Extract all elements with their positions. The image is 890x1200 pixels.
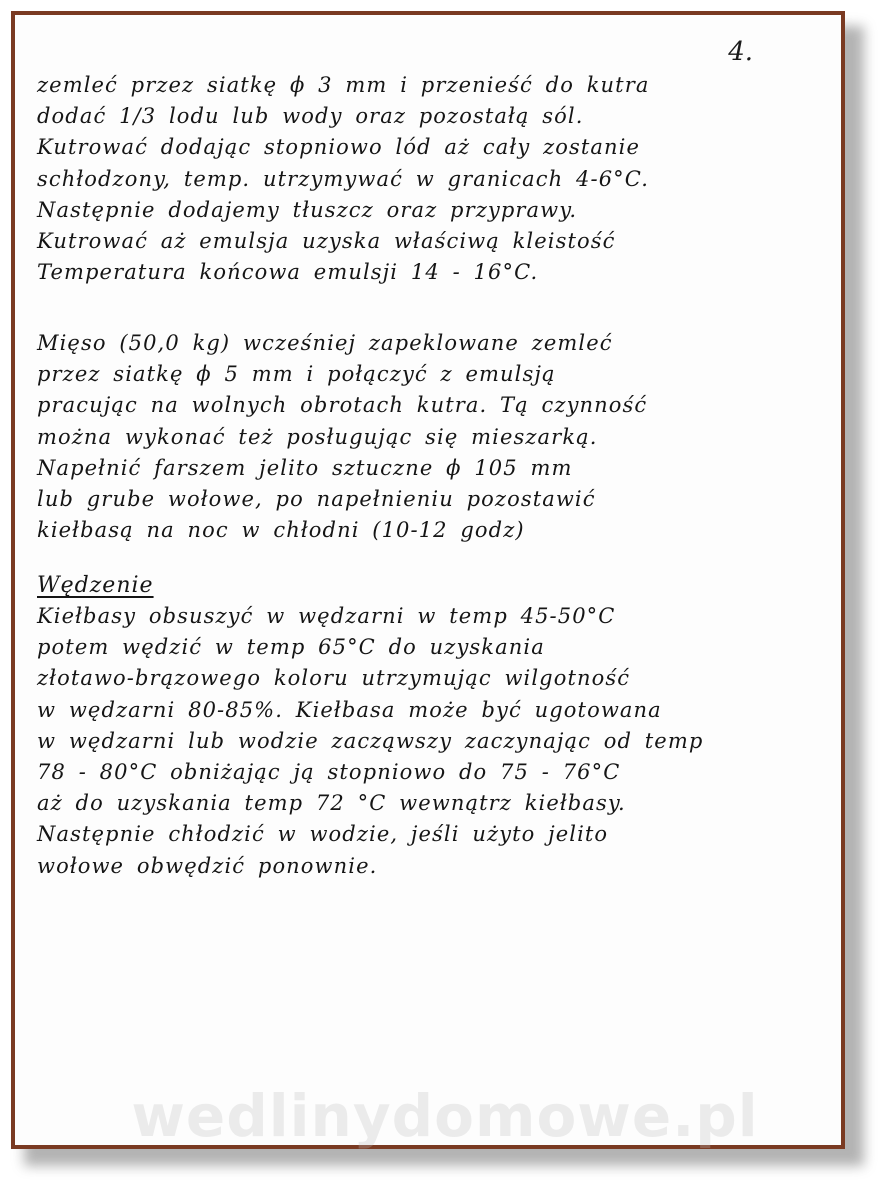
page-number: 4.: [728, 37, 753, 67]
section-stuffing: [37, 328, 817, 546]
text-line: lub grube wołowe, po napełnieniu pozostawić: [37, 487, 596, 512]
text-line: aż do uzyskania temp 72 °C wewnątrz kiełbasy.: [37, 791, 626, 816]
text-line: Mięso (50,0 kg) wcześniej zapeklowane zemleć: [37, 331, 613, 355]
section-smoking: [37, 573, 817, 882]
text-line: kiełbasą na noc w chłodni (10-12 godz): [37, 518, 525, 543]
watermark: wedlinydomowe.pl: [131, 1082, 759, 1150]
text-line: Następnie chłodzić w wodzie, jeśli użyto jelito: [37, 822, 609, 847]
text-line: złotawo-brązowego koloru utrzymując wilgotność: [37, 666, 631, 691]
text-line: Następnie dodajemy tłuszcz oraz przyprawy.: [37, 197, 578, 222]
section-emulsion: [37, 70, 817, 288]
text-line: 78 - 80°C obniżając ją stopniowo do 75 - 76°C: [37, 760, 621, 785]
text-line: Kiełbasy obsuszyć w wędzarni w temp 45-50°C: [37, 604, 616, 628]
section-heading: Wędzenie: [37, 573, 154, 598]
text-line: Napełnić farszem jelito sztuczne ϕ 105 mm: [37, 455, 573, 480]
text-line: Temperatura końcowa emulsji 14 - 16°C.: [37, 260, 539, 285]
text-line: zemleć przez siatkę ϕ 3 mm i przenieść do kutra: [37, 73, 650, 97]
text-line: przez siatkę ϕ 5 mm i połączyć z emulsją: [37, 362, 556, 387]
text-line: pracując na wolnych obrotach kutra. Tą czynność: [37, 393, 648, 418]
handwritten-page: [11, 11, 845, 1149]
text-line: wołowe obwędzić ponownie.: [37, 853, 378, 878]
text-line: schłodzony, temp. utrzymywać w granicach 4-6°C.: [37, 166, 649, 191]
text-line: w wędzarni 80-85%. Kiełbasa może być ugotowana: [37, 697, 662, 722]
text-line: potem wędzić w temp 65°C do uzyskania: [37, 635, 545, 660]
text-line: Kutrować dodając stopniowo lód aż cały zostanie: [37, 135, 640, 160]
text-line: można wykonać też posługując się mieszarką.: [37, 424, 598, 449]
text-line: w wędzarni lub wodzie zacząwszy zaczynając od temp: [37, 728, 704, 753]
text-line: Kutrować aż emulsja uzyska właściwą kleistość: [37, 229, 616, 254]
text-line: dodać 1/3 lodu lub wody oraz pozostałą sól.: [37, 104, 584, 129]
